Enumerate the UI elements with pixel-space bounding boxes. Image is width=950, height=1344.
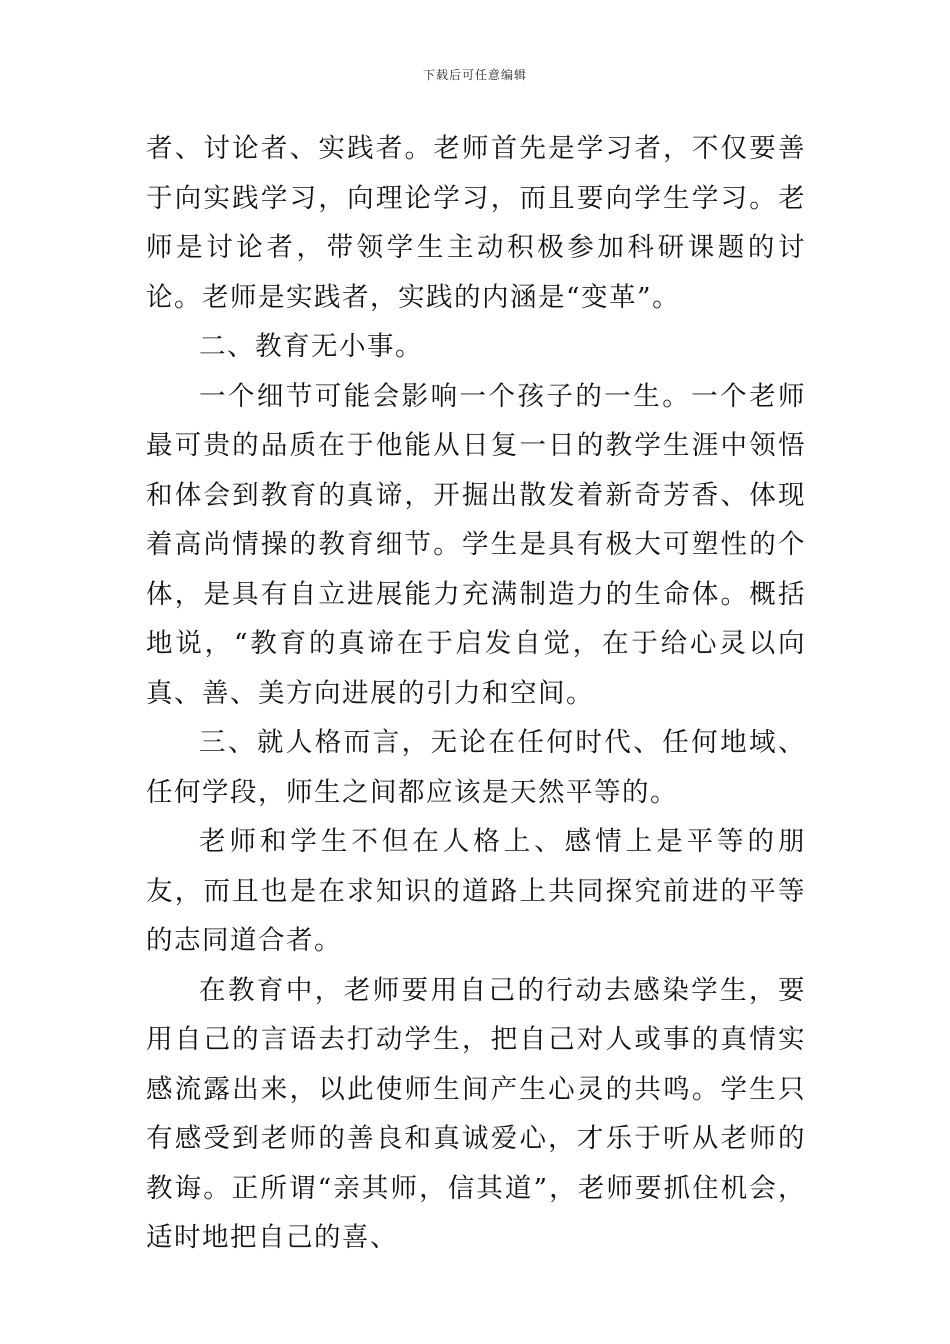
paragraph-5: 老师和学生不但在人格上、感情上是平等的朋友，而且也是在求知识的道路上共同探究前进的平等的志同道合者。 (146, 826, 806, 956)
paragraph-3: 一个细节可能会影响一个孩子的一生。一个老师最可贵的品质在于他能从日复一日的教学生涯中领悟和体会到教育的真谛，开掘出散发着新奇芳香、体现着高尚情操的教育细节。学生是具有极大可塑性的个体，是具有自立进展能力充满制造力的生命体。概括地说，“教育的真谛在于启发自觉，在于给心灵以向真、善、美方向进展的引力和空间。 (146, 380, 806, 709)
paragraph-6: 在教育中，老师要用自己的行动去感染学生，要用自己的言语去打动学生，把自己对人或事的真情实感流露出来，以此使师生间产生心灵的共鸣。学生只有感受到老师的善良和真诚爱心，才乐于听从老师的教诲。正所谓“亲其师，信其道”，老师要抓住机会，适时地把自己的喜、 (146, 974, 806, 1253)
paragraph-2: 二、教育无小事。 (199, 331, 423, 362)
document-body (146, 124, 806, 1263)
paragraph-4: 三、就人格而言，无论在任何时代、任何地域、任何学段，师生之间都应该是天然平等的。 (146, 727, 806, 808)
paragraph-1: 者、讨论者、实践者。老师首先是学习者，不仅要善于向实践学习，向理论学习，而且要向学生学习。老师是讨论者，带领学生主动积极参加科研课题的讨论。老师是实践者，实践的内涵是“变革”。 (146, 133, 806, 313)
page-header: 下载后可任意编辑 (422, 68, 527, 82)
